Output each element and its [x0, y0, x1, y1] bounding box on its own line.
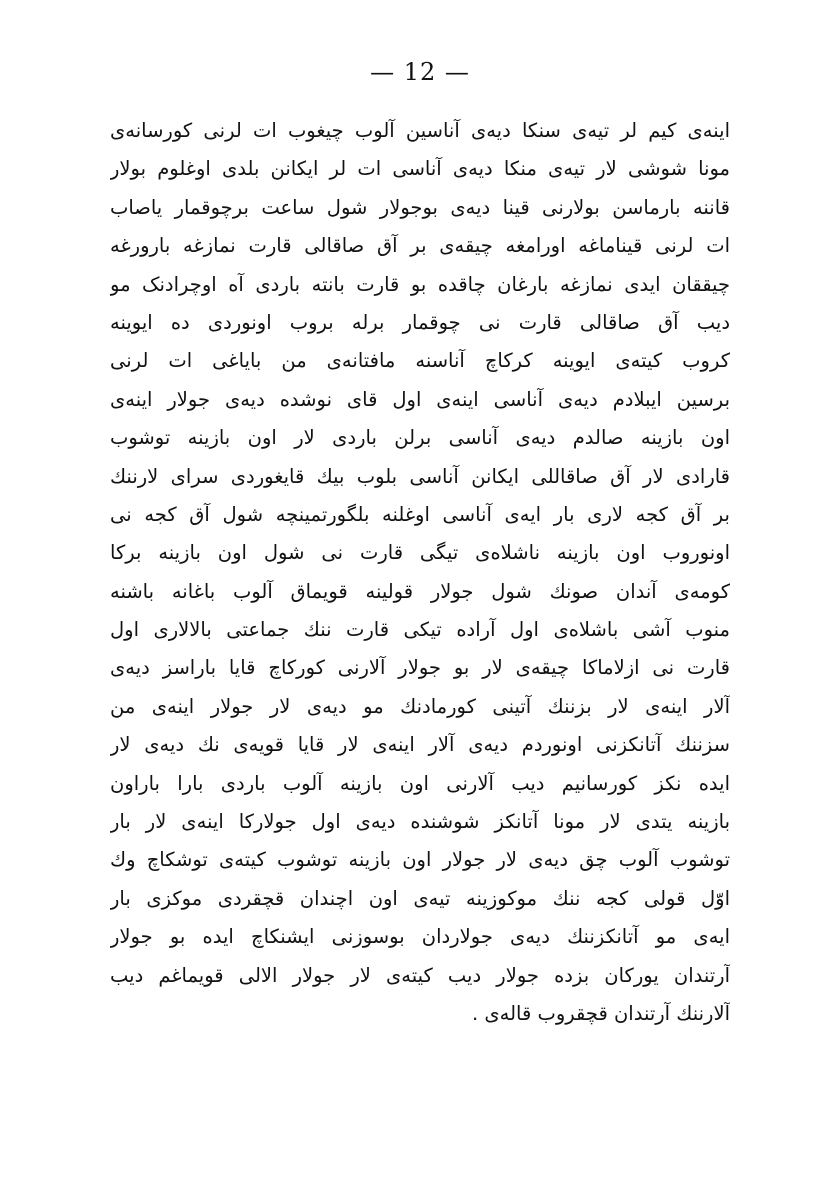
text-line: قارت نی ازلاماکا چیقه‌ی لار بو جولار آلارنی کورکاچ قایا باراسز دیه‌ی	[110, 656, 730, 680]
text-line: آرتندان یورکان بزده جولار دیب کیته‌ی لار جولار الالی قویماغم دیب	[110, 963, 730, 987]
text-line: ایه‌ی مو آتانکزننك دیه‌ی جولاردان بوسوزنی ایشنکاچ ایده بو جولار	[110, 925, 730, 949]
text-line: مونا شوشی لار تیه‌ی منکا دیه‌ی آناسی ات لر ایکانن بلدی اوغلوم بولار	[110, 157, 730, 181]
text-line: بازینه یتدی لار مونا آتانکز شوشنده دیه‌ی اول جولارکا اینه‌ی لار بار	[110, 810, 730, 834]
text-line: قارادی لار آق صاقاللی ایکانن آناسی بلوب بیك قایغوردی سرای لارننك	[110, 464, 730, 488]
body-text	[110, 112, 730, 1033]
text-line: اونوروب اون بازینه ناشلاه‌ی تیگی قارت نی شول اون بازینه برکا	[110, 541, 730, 565]
text-line: اون بازینه صالدم دیه‌ی آناسی برلن باردی لار اون بازینه توشوب	[110, 426, 730, 450]
text-line: ایده نکز کورسانیم دیب آلارنی اون بازینه آلوب باردی بارا باراون	[110, 771, 730, 795]
text-line: چیققان ایدی نمازغه بارغان چاقده بو قارت بانته باردی آه اوچرادنک مو	[110, 272, 730, 296]
text-line: اینه‌ی کیم لر تیه‌ی سنکا دیه‌ی آناسین آلوب چیغوب ات لرنی کورسانه‌ی	[110, 119, 730, 142]
text-line: توشوب آلوب چق دیه‌ی لار جولار اون بازینه توشوب کیته‌ی توشکاچ وك	[110, 848, 730, 872]
text-line: کروب کیته‌ی ایوینه کرکاچ آناسنه مافتانه‌ی من بایاغی ات لرنی	[110, 349, 730, 373]
page-number: — 12 —	[370, 58, 470, 86]
text-line: آلارننك آرتندان قچقروب قاله‌ی .	[471, 1001, 730, 1025]
text-line: آلار اینه‌ی لار بزننك آتینی کورمادنك مو دیه‌ی لار جولار اینه‌ی من	[110, 694, 730, 718]
text-line: دیب آق صاقالی قارت نی چوقمار برله بروب اونوردی ده ایوینه	[110, 310, 730, 334]
text-line: اوّل قولی کجه ننك موكوزینه تیه‌ی اون اچندان قچقردی موکزی بار	[110, 886, 730, 910]
text-line: بر آق کجه لاری بار ایه‌ی آناسی اوغلنه بلگورتمینچه شول آق کجه نی	[110, 502, 730, 526]
text-line: ات لرنی قیناماغه اورامغه چیقه‌ی بر آق صاقالی قارت نمازغه بارورغه	[110, 234, 730, 258]
text-line: کومه‌ی آندان صونك شول جولار قولینه قویماق آلوب باغانه باشنه	[110, 579, 730, 603]
text-line: منوب آشی باشلاه‌ی اول آراده تیکی قارت ننك جماعتی بالالاری اول	[110, 618, 730, 642]
text-line: برسین ایبلادم دیه‌ی آناسی اینه‌ی اول قای نوشده دیه‌ی جولار اینه‌ی	[110, 387, 730, 411]
text-line: سزننك آتانکزنی اونوردم دیه‌ی آلار اینه‌ی لار قایا قویه‌ی نك دیه‌ی لار	[110, 733, 730, 757]
text-line: قاننه بارماسن بولارنی قینا دیه‌ی بوجولار شول ساعت برچوقمار یاصاب	[110, 195, 730, 219]
